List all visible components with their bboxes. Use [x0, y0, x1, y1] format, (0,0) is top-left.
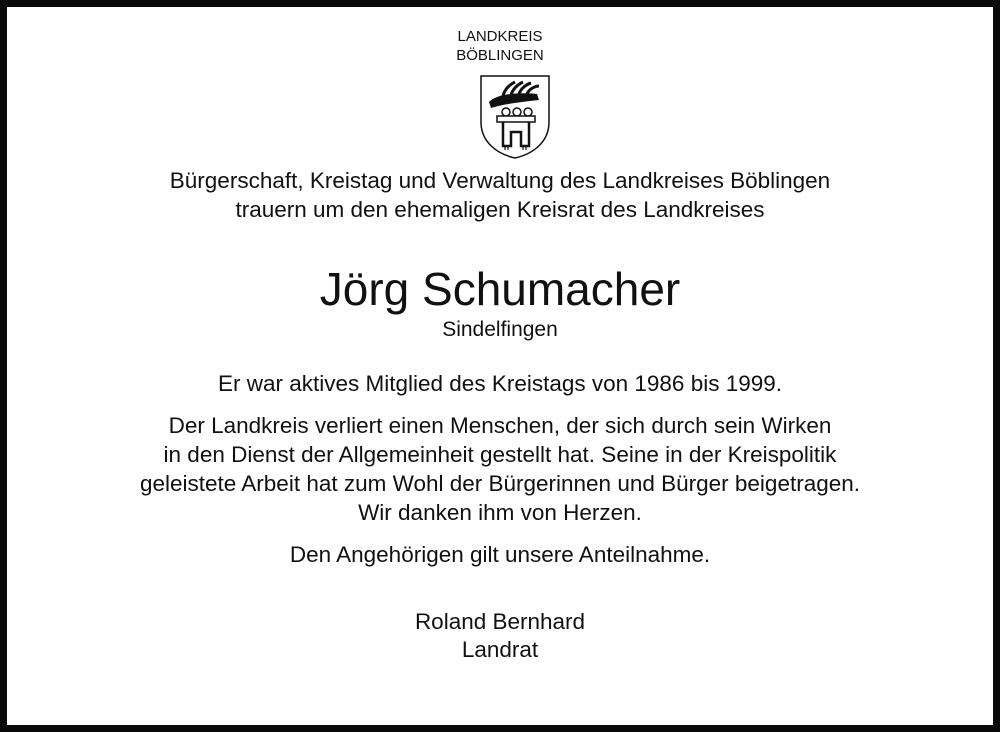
tribute-text	[7, 411, 993, 527]
tribute-line: in den Dienst der Allgemeinheit gestellt hat. Seine in der Kreispolitik	[163, 442, 837, 467]
membership-text: Er war aktives Mitglied des Kreistags von 1986 bis 1999.	[217, 371, 783, 396]
intro-line: Bürgerschaft, Kreistag und Verwaltung des Landkreises Böblingen	[169, 168, 831, 193]
signature	[7, 608, 993, 664]
tribute-line: Wir danken ihm von Herzen.	[358, 500, 642, 525]
logo-line-1: LANDKREIS	[457, 28, 543, 45]
signature-name: Roland Bernhard	[414, 609, 586, 634]
deceased-place: Sindelfingen	[442, 318, 558, 341]
signature-title: Landrat	[461, 637, 539, 662]
intro-line: trauern um den ehemaligen Kreisrat des Landkreises	[235, 197, 765, 222]
intro-text	[7, 166, 993, 224]
tribute-line: geleistete Arbeit hat zum Wohl der Bürgerinnen und Bürger beigetragen.	[139, 471, 861, 496]
condolence-text: Den Angehörigen gilt unsere Anteilnahme.	[289, 542, 711, 567]
coat-of-arms-icon	[477, 74, 553, 159]
tribute-line: Der Landkreis verliert einen Menschen, der sich durch sein Wirken	[168, 413, 832, 438]
logo-text	[7, 27, 993, 65]
deceased-name: Jörg Schumacher	[319, 263, 681, 315]
logo-line-2: BÖBLINGEN	[456, 47, 544, 64]
